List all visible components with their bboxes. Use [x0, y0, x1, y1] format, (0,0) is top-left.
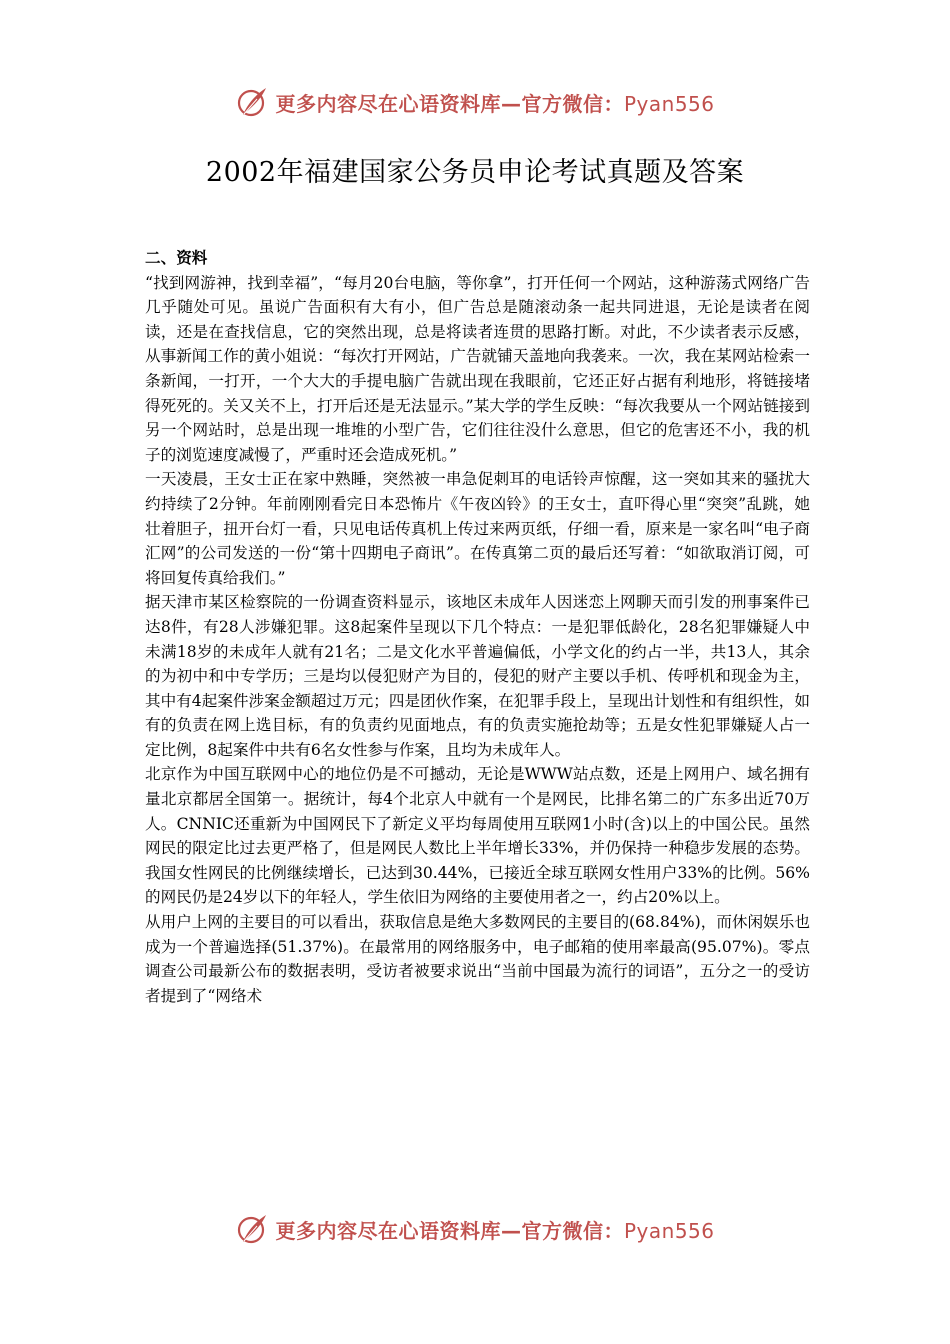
paragraph: “找到网游神，找到幸福”，“每月20台电脑，等你拿”，打开任何一个网站，这种游荡式网络广告几乎随处可见。虽说广告面积有大有小，但广告总是随滚动条一起共同进退，无论是读者在阅读，还是在查找信息，它的突然出现，总是将读者连贯的思路打断。对此，不少读者表示反感，从事新闻工作的黄小姐说：“每次打开网站，广告就铺天盖地向我袭来。一次，我在某网站检索一条新闻，一打开，一个大大的手提电脑广告就出现在我眼前，它还正好占据有利地形，将链接堵得死死的。关又关不上，打开后还是无法显示。”某大学的学生反映：“每次我要从一个网站链接到另一个网站时，总是出现一堆堆的小型广告，它们往往没什么意思，但它的危害还不小，我的机子的浏览速度减慢了，严重时还会造成死机。” [145, 273, 810, 464]
wechat-id: Pyan556 [623, 91, 715, 116]
feather-pen-circle-icon [235, 85, 269, 119]
section-heading: 二、资料 [145, 248, 208, 267]
footer-watermark-banner [0, 1209, 950, 1249]
header-watermark-banner [0, 82, 950, 122]
watermark-text: 更多内容尽在心语资料库—官方微信：Pyan556 [275, 91, 715, 116]
document-body [145, 246, 810, 1008]
page-title: 2002年福建国家公务员申论考试真题及答案 [205, 157, 745, 188]
wechat-id: Pyan556 [623, 1218, 715, 1243]
paragraph: 北京作为中国互联网中心的地位仍是不可撼动，无论是WWW站点数，还是上网用户、域名拥有量北京都居全国第一。据统计，每4个北京人中就有一个是网民，比排名第二的广东多出近70万人。CNNIC还重新为中国网民下了新定义平均每周使用互联网1小时(含)以上的中国公民。虽然网民的限定比过去更严格了，但是网民人数比上半年增长33%，并仍保持一种稳步发展的态势。我国女性网民的比例继续增长，已达到30.44%，已接近全球互联网女性用户33%的比例。56%的网民仍是24岁以下的年轻人，学生依旧为网络的主要使用者之一，约占20%以上。 [145, 765, 810, 907]
watermark-text: 更多内容尽在心语资料库—官方微信：Pyan556 [275, 1218, 715, 1243]
paragraph: 从用户上网的主要目的可以看出，获取信息是绝大多数网民的主要目的(68.84%)，而休闲娱乐也成为一个普遍选择(51.37%)。在最常用的网络服务中，电子邮箱的使用率最高(95.07%)。零点调查公司最新公布的数据表明，受访者被要求说出“当前中国最为流行的词语”，五分之一的受访者提到了“网络术 [145, 913, 810, 1005]
paragraph: 据天津市某区检察院的一份调查资料显示，该地区未成年人因迷恋上网聊天而引发的刑事案件已达8件，有28人涉嫌犯罪。这8起案件呈现以下几个特点：一是犯罪低龄化，28名犯罪嫌疑人中未满18岁的未成年人就有21名；二是文化水平普遍偏低，小学文化的约占一半，共13人，其余的为初中和中专学历；三是均以侵犯财产为目的，侵犯的财产主要以手机、传呼机和现金为主，其中有4起案件涉案金额超过万元；四是团伙作案，在犯罪手段上，呈现出计划性和有组织性，如有的负责在网上选目标，有的负责约见面地点，有的负责实施抢劫等；五是女性犯罪嫌疑人占一定比例，8起案件中共有6名女性参与作案，且均为未成年人。 [145, 593, 810, 759]
feather-pen-circle-icon [235, 1212, 269, 1246]
paragraph: 一天凌晨，王女士正在家中熟睡，突然被一串急促刺耳的电话铃声惊醒，这一突如其来的骚扰大约持续了2分钟。年前刚刚看完日本恐怖片《午夜凶铃》的王女士，直吓得心里“突突”乱跳，她壮着胆子，扭开台灯一看，只见电话传真机上传过来两页纸，仔细一看，原来是一家名叫“电子商汇网”的公司发送的一份“第十四期电子商讯”。在传真第二页的最后还写着：“如欲取消订阅，可将回复传真给我们。” [145, 470, 810, 587]
